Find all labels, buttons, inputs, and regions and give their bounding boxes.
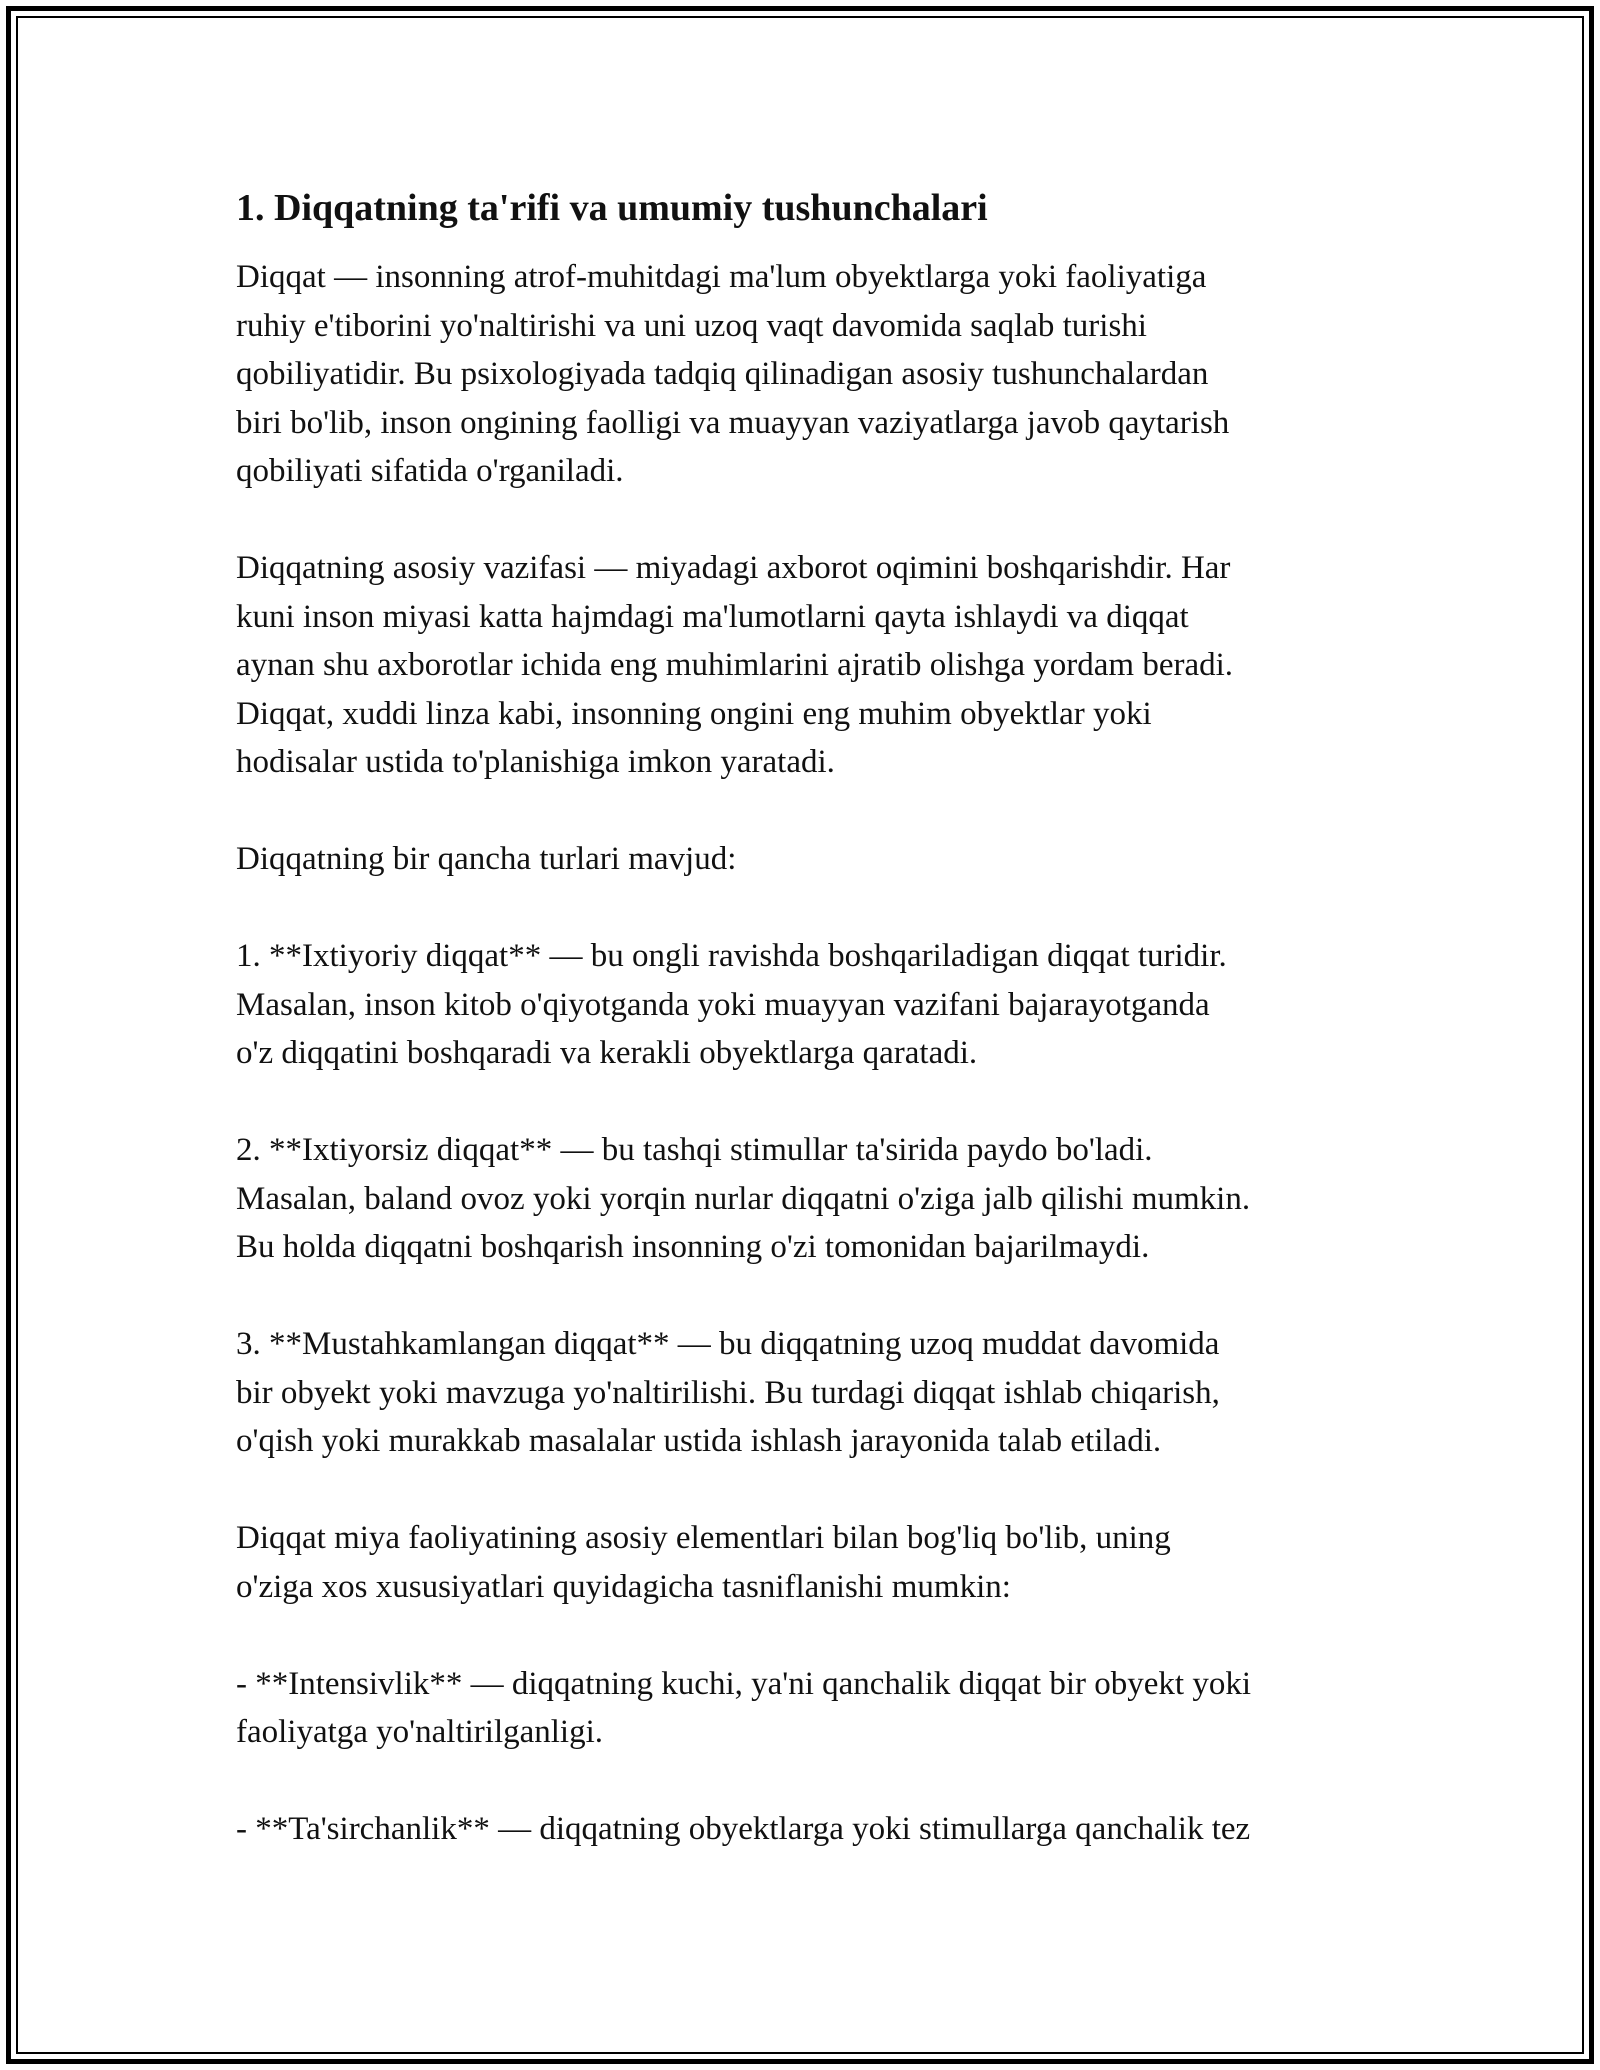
paragraph-definition: Diqqat — insonning atrof-muhitdagi ma'lum obyektlarga yoki faoliyatiga ruhiy e'tiborini yo'naltirishi va uni uzoq vaqt davomida saqlab turishi qobiliyatidir. Bu psixologiyada tadqiq qilinadigan asosiy tushunchalardan biri bo'lib, inson ongining faolligi va muayyan vaziyatlarga javob qaytarish qobiliyati sifatida o'rganiladi. bbox=[236, 259, 1230, 489]
bullet-item-responsiveness: - **Ta'sirchanlik** — diqqatning obyektlarga yoki stimullarga qanchalik tez bbox=[236, 1811, 1251, 1847]
document-body bbox=[236, 185, 1386, 1902]
paragraph-main-function: Diqqatning asosiy vazifasi — miyadagi axborot oqimini boshqarishdir. Har kuni inson miyasi katta hajmdagi ma'lumotlarni qayta ishlaydi va diqqat aynan shu axborotlar ichida eng muhimlarini ajratib olishga yordam beradi. Diqqat, xuddi linza kabi, insonning ongini eng muhim obyektlar yoki hodisalar ustida to'planishiga imkon yaratadi. bbox=[236, 550, 1234, 780]
list-item-voluntary-attention: 1. **Ixtiyoriy diqqat** — bu ongli ravishda boshqariladigan diqqat turidir. Masalan, inson kitob o'qiyotganda yoki muayyan vazifani bajarayotganda o'z diqqatini boshqaradi va kerakli obyektlarga qaratadi. bbox=[236, 938, 1227, 1071]
paragraph-properties-intro: Diqqat miya faoliyatining asosiy elementlari bilan bog'liq bo'lib, uning o'ziga xos xususiyatlari quyidagicha tasniflanishi mumkin: bbox=[236, 1520, 1171, 1605]
list-item-sustained-attention: 3. **Mustahkamlangan diqqat** — bu diqqatning uzoq muddat davomida bir obyekt yoki mavzuga yo'naltirilishi. Bu turdagi diqqat ishlab chiqarish, o'qish yoki murakkab masalalar ustida ishlash jarayonida talab etiladi. bbox=[236, 1326, 1220, 1459]
paragraph-types-intro: Diqqatning bir qancha turlari mavjud: bbox=[236, 841, 737, 877]
list-item-involuntary-attention: 2. **Ixtiyorsiz diqqat** — bu tashqi stimullar ta'sirida paydo bo'ladi. Masalan, baland ovoz yoki yorqin nurlar diqqatni o'ziga jalb qilishi mumkin. Bu holda diqqatni boshqarish insonning o'zi tomonidan bajarilmaydi. bbox=[236, 1132, 1251, 1265]
section-heading: 1. Diqqatning ta'rifi va umumiy tushunchalari bbox=[236, 187, 988, 229]
bullet-item-intensity: - **Intensivlik** — diqqatning kuchi, ya'ni qanchalik diqqat bir obyekt yoki faoliyatga yo'naltirilganligi. bbox=[236, 1665, 1252, 1750]
